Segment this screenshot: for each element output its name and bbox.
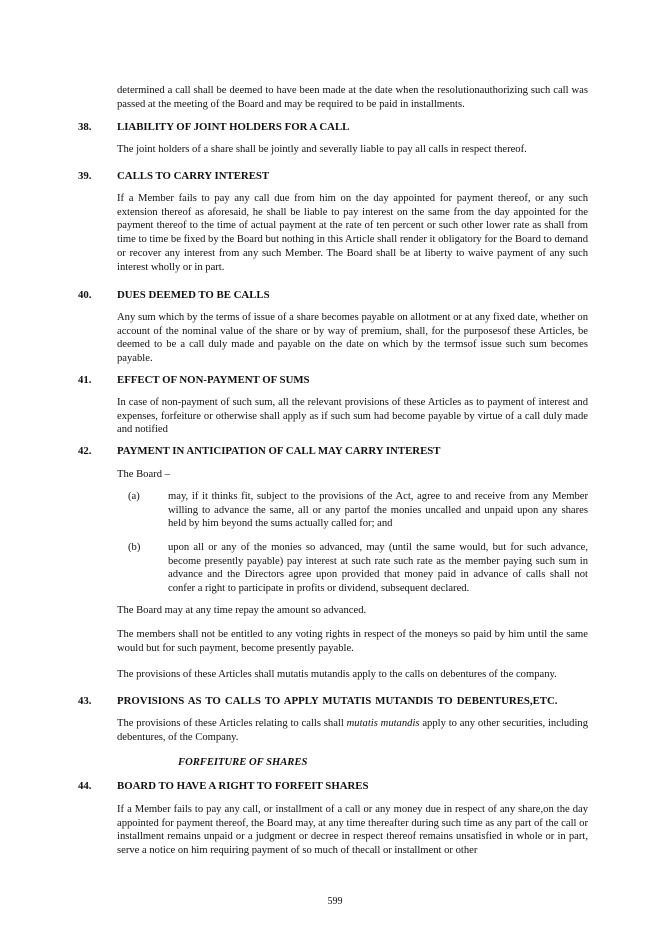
article-38-title: LIABILITY OF JOINT HOLDERS FOR A CALL — [117, 121, 350, 133]
continuation-paragraph: determined a call shall be deemed to have been made at the date when the resolutionauthorizing such call was passed at the meeting of the Board and may be required to be paid in installments. — [117, 85, 588, 110]
item-b-label: (b) — [128, 542, 141, 553]
article-39-number: 39. — [78, 170, 92, 182]
article-42-paragraph-3: The provisions of these Articles shall mutatis mutandis apply to the calls on debentures of the company. — [117, 669, 557, 680]
article-40-body: Any sum which by the terms of issue of a share becomes payable on allotment or at any fixed date, whether on account of the nominal value of the share or by way of premium, shall, for the purposesof these Articles, be deemed to be a call duly made and payable on the date on which by the termsof issue such sum becomes payable. — [117, 312, 588, 365]
article-42-title: PAYMENT IN ANTICIPATION OF CALL MAY CARRY INTEREST — [117, 445, 441, 457]
article-41-body: In case of non-payment of such sum, all the relevant provisions of these Articles as to payment of interest and expenses, forfeiture or otherwise shall apply as if such sum had become payable by virtue of a call duly made and notified — [117, 397, 588, 436]
article-41-number: 41. — [78, 374, 92, 386]
article-43-body-end: apply to any other securities, including debentures, of the Company. — [117, 718, 588, 743]
article-43-body — [117, 717, 588, 744]
article-39-title: CALLS TO CARRY INTEREST — [117, 170, 270, 182]
item-a-label: (a) — [128, 491, 140, 502]
article-43-title: PROVISIONS AS TO CALLS TO APPLY MUTATIS MUTANDIS TO DEBENTURES,ETC. — [117, 695, 558, 707]
article-43-body-italic: mutatis mutandis — [346, 718, 420, 729]
article-38-number: 38. — [78, 121, 92, 133]
article-40-title: DUES DEEMED TO BE CALLS — [117, 289, 270, 301]
item-a-text: may, if it thinks fit, subject to the provisions of the Act, agree to and receive from any Member willing to advance the same, all or any partof the monies uncalled and unpaid upon any shares held by him beyond the sums actually called for; and — [168, 491, 588, 530]
article-44-body: If a Member fails to pay any call, or installment of a call or any money due in respect of any share,on the day appointed for payment thereof, the Board may, at any time thereafter during such time as any part of the call or installment remains unpaid or a judgment or decree in respect thereof remains unsatisfied in whole or in part, serve a notice on him requiring payment of so much of thecall or installment or other — [117, 804, 588, 857]
article-43-body-start: The provisions of these Articles relating to calls shall — [117, 718, 347, 729]
article-42-number: 42. — [78, 445, 92, 457]
article-44-number: 44. — [78, 780, 92, 792]
section-heading: FORFEITURE OF SHARES — [178, 757, 308, 768]
article-42-paragraph-2: The members shall not be entitled to any voting rights in respect of the moneys so paid by him until the same would but for such payment, become presently payable. — [117, 629, 588, 654]
page-number: 599 — [327, 896, 343, 907]
item-b-text: upon all or any of the monies so advanced, may (until the same would, but for such advance, become presently payable) pay interest at such rate such rate as the member paying such sum in advance and the Directors agree upon provided that money paid in advance of calls shall not confer a right to participate in profits or dividend, subsequent declared. — [168, 542, 588, 595]
article-44-title: BOARD TO HAVE A RIGHT TO FORFEIT SHARES — [117, 780, 369, 792]
article-42-intro: The Board – — [117, 469, 170, 480]
article-39-body: If a Member fails to pay any call due from him on the day appointed for payment thereof, or any such extension thereof as aforesaid, he shall be liable to pay interest on the same from the day appointed for the payment thereof to the time of actual payment at the rate of ten percent or such other lower rate as shall from time to time be fixed by the Board but nothing in this Article shall render it obligatory for the Board to demand or recover any interest from any such Member. The Board shall be at liberty to waive payment of any such interest wholly or in part. — [117, 193, 588, 273]
article-38-body: The joint holders of a share shall be jointly and severally liable to pay all calls in respect thereof. — [117, 144, 527, 155]
article-43-number: 43. — [78, 695, 92, 707]
article-42-paragraph-1: The Board may at any time repay the amount so advanced. — [117, 605, 367, 616]
article-41-title: EFFECT OF NON-PAYMENT OF SUMS — [117, 374, 310, 386]
article-40-number: 40. — [78, 289, 92, 301]
